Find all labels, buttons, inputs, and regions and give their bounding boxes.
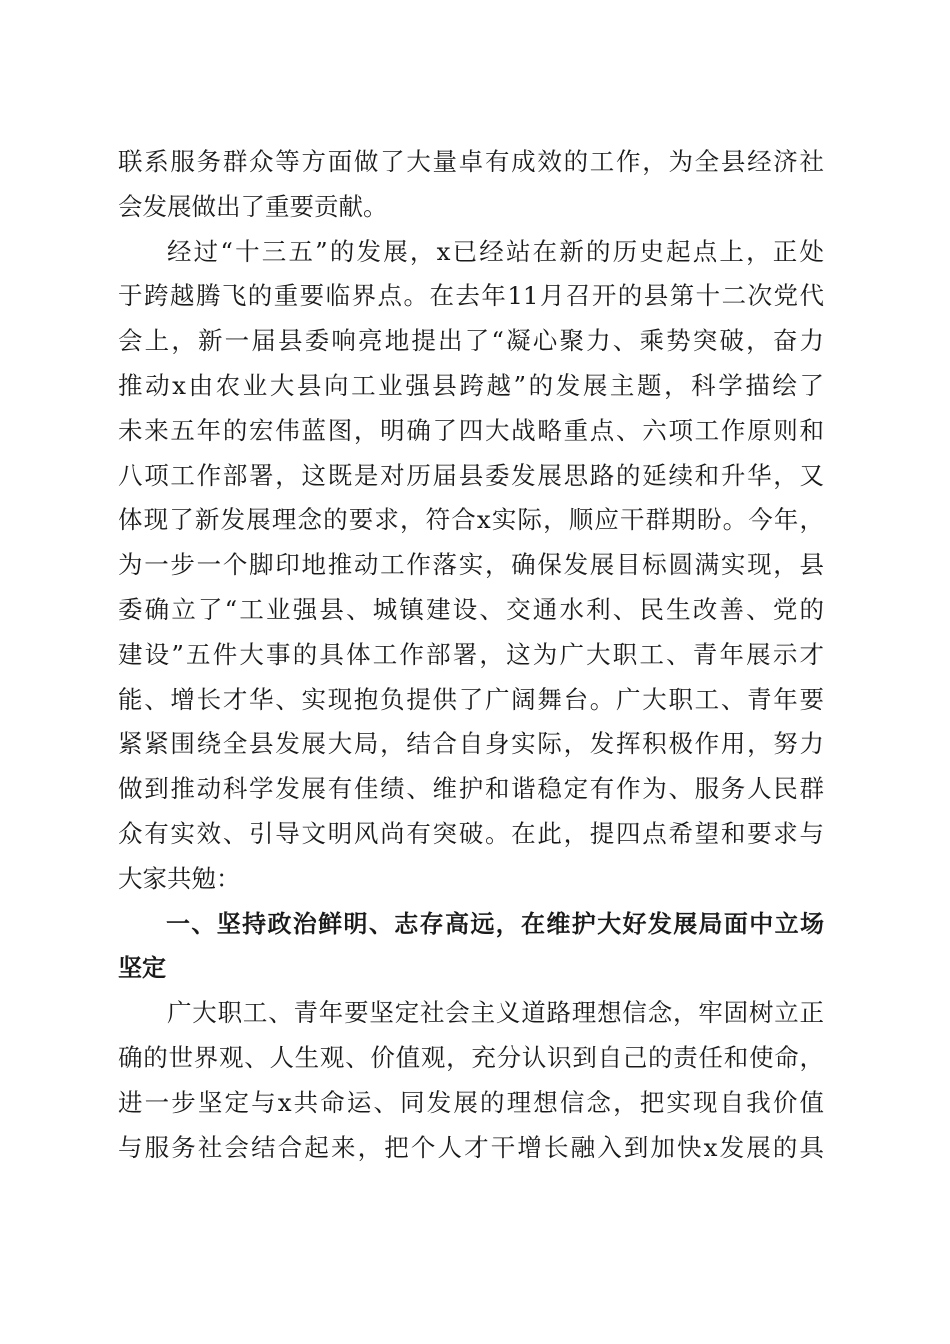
text-line: 确的世界观、人生观、价值观，充分认识到自己的责任和使命， xyxy=(118,1042,824,1072)
document-page xyxy=(118,140,824,1170)
text-line: 推动x由农业大县向工业强县跨越”的发展主题，科学描绘了 xyxy=(118,370,824,400)
section-heading xyxy=(118,902,824,992)
text-line: 建设”五件大事的具体工作部署，这为广大职工、青年展示才 xyxy=(118,639,824,669)
text-line: 能、增长才华、实现抱负提供了广阔舞台。广大职工、青年要 xyxy=(118,684,824,714)
text-line: 进一步坚定与x共命运、同发展的理想信念，把实现自我价值 xyxy=(118,1087,824,1117)
text-line: 广大职工、青年要坚定社会主义道路理想信念，牢固树立正 xyxy=(167,998,824,1028)
body-paragraph xyxy=(118,230,824,902)
text-line: 为一步一个脚印地推动工作落实，确保发展目标圆满实现，县 xyxy=(118,550,824,580)
text-line: 做到推动科学发展有佳绩、维护和谐稳定有作为、服务人民群 xyxy=(118,774,824,804)
text-line: 体现了新发展理念的要求，符合x实际，顺应干群期盼。今年， xyxy=(118,505,824,535)
text-line: 委确立了“工业强县、城镇建设、交通水利、民生改善、党的 xyxy=(118,594,824,624)
text-line: 会上，新一届县委响亮地提出了“凝心聚力、乘势突破，奋力 xyxy=(118,326,824,356)
text-line: 众有实效、引导文明风尚有突破。在此，提四点希望和要求与 xyxy=(118,818,824,848)
body-paragraph xyxy=(118,140,824,230)
text-line: 会发展做出了重要贡献。 xyxy=(118,191,388,221)
text-line: 未来五年的宏伟蓝图，明确了四大战略重点、六项工作原则和 xyxy=(118,415,824,445)
text-line: 经过“十三五”的发展，x已经站在新的历史起点上，正处 xyxy=(167,236,824,266)
text-line: 与服务社会结合起来，把个人才干增长融入到加快x发展的具 xyxy=(118,1132,824,1162)
text-line: 八项工作部署，这既是对历届县委发展思路的延续和升华，又 xyxy=(118,460,824,490)
text-line: 大家共勉： xyxy=(118,863,241,893)
heading-line: 一、坚持政治鲜明、志存高远，在维护大好发展局面中立场 xyxy=(166,909,824,938)
text-line: 紧紧围绕全县发展大局，结合自身实际，发挥积极作用，努力 xyxy=(118,729,824,759)
text-line: 联系服务群众等方面做了大量卓有成效的工作，为全县经济社 xyxy=(118,147,824,176)
text-line: 于跨越腾飞的重要临界点。在去年11月召开的县第十二次党代 xyxy=(118,281,824,311)
body-paragraph xyxy=(118,991,824,1170)
heading-line: 坚定 xyxy=(118,954,166,983)
